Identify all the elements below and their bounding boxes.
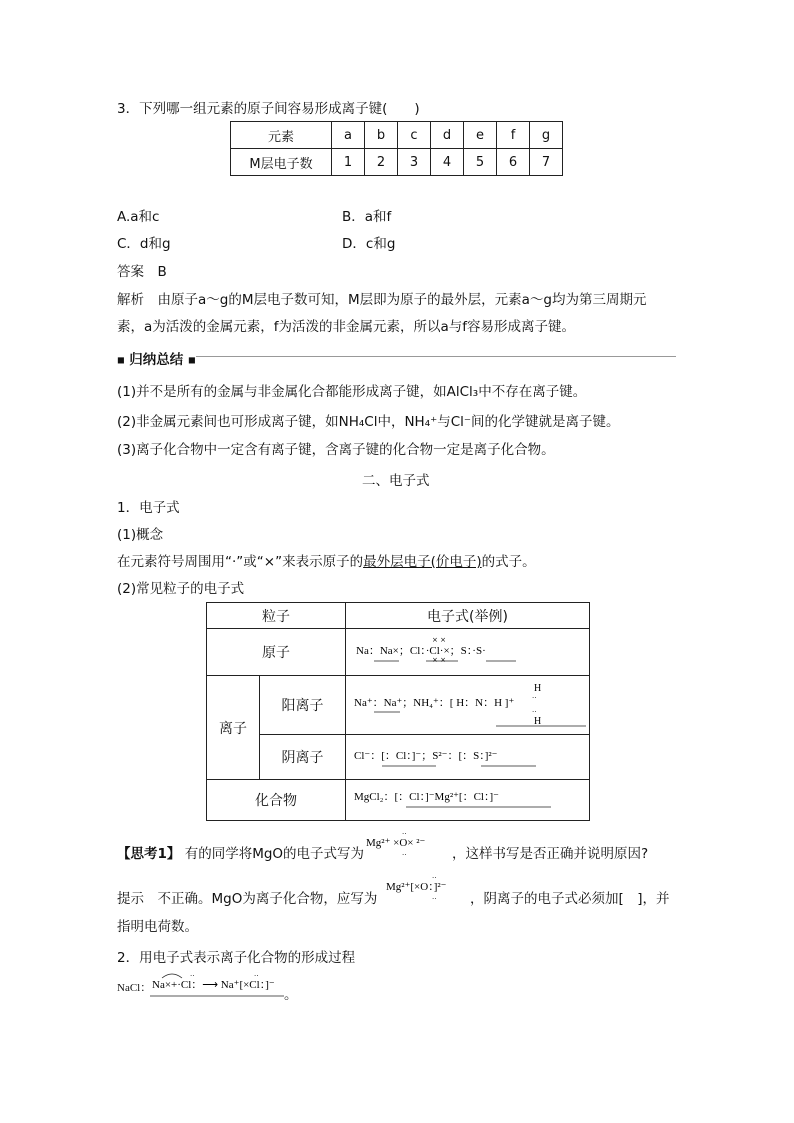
svg-text:Mg²⁺[×O：]²⁻: Mg²⁺[×O：]²⁻ [386, 881, 447, 893]
atom-formula-cell [346, 629, 590, 676]
row-compound: 化合物 [207, 780, 346, 821]
svg-text:··: ·· [532, 694, 537, 702]
table-cell: a [332, 122, 365, 149]
row-atom: 原子 [207, 629, 346, 676]
table-cell: c [398, 122, 431, 149]
option-d: D．c和g [342, 236, 396, 252]
mgo-correct-formula [386, 874, 478, 904]
sub-title-1: 1．电子式 [117, 500, 180, 516]
table-row [231, 149, 563, 176]
question-3-title: 3．下列哪一组元素的原子间容易形成离子键( ) [117, 101, 420, 117]
compound-formula-cell [346, 780, 590, 821]
think-1: 【思考1】 有的同学将MgO的电子式写为 [117, 846, 365, 862]
sentence-end: 。 [284, 987, 298, 1003]
summary-heading: ■ 归纳总结 ■ [117, 352, 196, 368]
table-cell: M层电子数 [231, 149, 332, 176]
table-cell: f [497, 122, 530, 149]
mgo-wrong-formula [366, 830, 452, 860]
section-title: 二、电子式 [362, 473, 430, 489]
svg-text:MgCl₂：[：Cl：]⁻Mg²⁺[：Cl：]⁻: MgCl₂：[：Cl：]⁻Mg²⁺[：Cl：]⁻ [354, 791, 499, 803]
table-cell: 7 [530, 149, 563, 176]
option-b: B．a和f [342, 209, 392, 225]
table-cell: 4 [431, 149, 464, 176]
row-anion: 阴离子 [260, 735, 346, 780]
svg-text:Cl⁻：[：Cl：]⁻；S²⁻：[：S：]²⁻: Cl⁻：[：Cl：]⁻；S²⁻：[：S：]²⁻ [354, 750, 498, 762]
summary-divider [196, 356, 676, 357]
row-ion: 离子 [207, 676, 260, 780]
svg-text:··: ·· [402, 851, 407, 859]
analysis-line-2: 素，a为活泼的金属元素，f为活泼的非金属元素，所以a与f容易形成离子键。 [117, 319, 576, 335]
svg-text:Na⁺：Na⁺；NH₄⁺：[ H：N：H ]⁺: Na⁺：Na⁺；NH₄⁺：[ H：N：H ]⁺ [354, 697, 515, 709]
svg-text:··: ·· [190, 972, 195, 980]
nacl-formation-diagram [150, 968, 300, 1002]
table-cell: 6 [497, 149, 530, 176]
summary-item-1: (1)并不是所有的金属与非金属化合都能形成离子键，如AlCl₃中不存在离子键。 [117, 384, 587, 400]
svg-text:··: ·· [532, 708, 537, 716]
anion-formula [346, 735, 589, 775]
concept-underlined: 最外层电子(价电子) [363, 554, 482, 570]
concept-label: (1)概念 [117, 527, 164, 543]
table-row [207, 780, 590, 821]
answer: 答案 B [117, 264, 167, 280]
table-cell: e [464, 122, 497, 149]
option-a: A.a和c [117, 209, 160, 225]
table-cell: 2 [365, 149, 398, 176]
option-c: C．d和g [117, 236, 171, 252]
sub-title-2: 2．用电子式表示离子化合物的形成过程 [117, 950, 356, 966]
electron-formula-table [206, 602, 590, 821]
header-formula: 电子式(举例) [346, 603, 590, 629]
svg-text:··: ·· [402, 830, 407, 838]
table-cell: 3 [398, 149, 431, 176]
hint-line-1-prefix: 提示 不正确。MgO为离子化合物，应写为 [117, 891, 378, 907]
summary-item-3: (3)离子化合物中一定含有离子键，含离子键的化合物一定是离子化合物。 [117, 442, 555, 458]
svg-text:Na：Na×；Cl：·Cl·×；S：·S·: Na：Na×；Cl：·Cl·×；S：·S· [356, 645, 486, 657]
anion-formula-cell [346, 735, 590, 780]
header-particle: 粒子 [207, 603, 346, 629]
hint-line-1-suffix: ，阴离子的电子式必须加[ ]，并 [470, 891, 670, 907]
table-row [207, 676, 590, 735]
svg-text:Mg²⁺ ×O× ²⁻: Mg²⁺ ×O× ²⁻ [366, 837, 426, 849]
think-1-suffix: ，这样书写是否正确并说明原因? [452, 846, 649, 862]
svg-text:× ×: × × [432, 656, 446, 664]
square-bullet-icon: ■ [117, 355, 125, 365]
table-cell: b [365, 122, 398, 149]
svg-text:× ×: × × [432, 636, 446, 644]
svg-text:··: ·· [432, 874, 437, 882]
analysis-line-1: 解析 由原子a～g的M层电子数可知，M层即为原子的最外层，元素a～g均为第三周期元 [117, 292, 647, 308]
svg-text:Na×+·Cl：⟶ Na⁺[×Cl：]⁻: Na×+·Cl：⟶ Na⁺[×Cl：]⁻ [152, 979, 275, 991]
table-row [207, 735, 590, 780]
table-cell: g [530, 122, 563, 149]
table-cell: 5 [464, 149, 497, 176]
nacl-label: NaCl： [117, 982, 152, 994]
hint-line-2: 指明电荷数。 [117, 919, 198, 935]
summary-item-2: (2)非金属元素间也可形成离子键，如NH₄Cl中，NH₄⁺与Cl⁻间的化学键就是离子键。 [117, 414, 620, 430]
cation-formula-cell [346, 676, 590, 735]
table-cell: 1 [332, 149, 365, 176]
compound-formula [346, 780, 589, 816]
table-row [207, 603, 590, 629]
common-particles-label: (2)常见粒子的电子式 [117, 581, 245, 597]
cation-formula [346, 676, 589, 730]
table-row [207, 629, 590, 676]
table-row [231, 122, 563, 149]
svg-text:··: ·· [432, 895, 437, 903]
row-cation: 阳离子 [260, 676, 346, 735]
svg-text:H: H [534, 683, 542, 694]
table-cell: 元素 [231, 122, 332, 149]
table-cell: d [431, 122, 464, 149]
square-bullet-icon: ■ [187, 355, 196, 365]
svg-text:H: H [534, 716, 542, 727]
m-layer-table [230, 121, 563, 176]
svg-text:··: ·· [254, 972, 259, 980]
concept-text: 在元素符号周围用“·”或“×”来表示原子的最外层电子(价电子)的式子。 [117, 554, 536, 570]
atom-formula [346, 629, 589, 671]
